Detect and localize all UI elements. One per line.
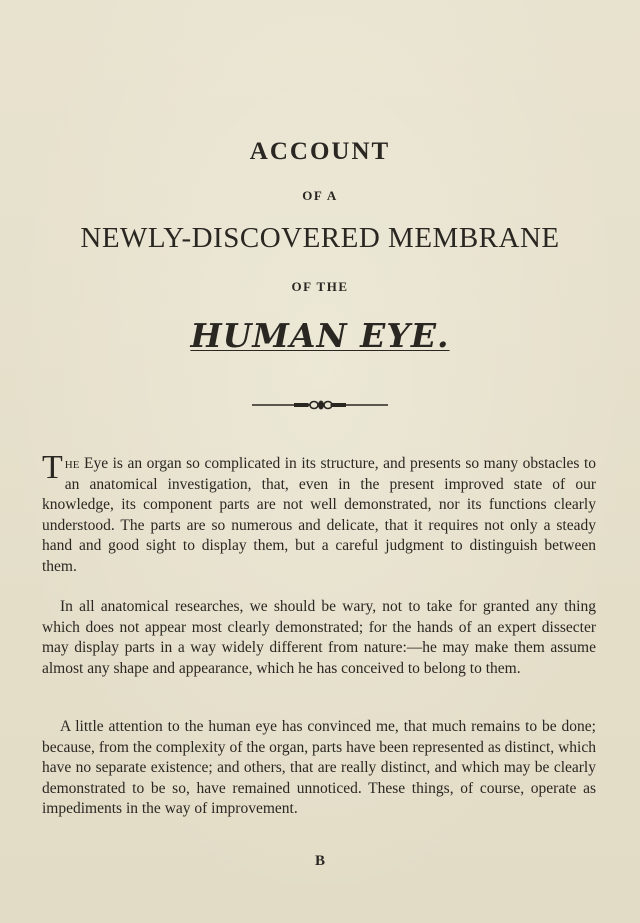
heading-of-the: OF THE [291,279,349,294]
paragraph-2: In all anatomical researches, we should be wary, not to take for granted any thing which does not appear most clearly demonstrated; for the hands of an expert dissecter may display parts in a way widely different from nature:—he may make them assume almost any shape and appearance, which he has conceived to belong to them. [42,598,596,677]
signature-mark: B [314,853,325,869]
paragraph-3: A little attention to the human eye has convinced me, that much remains to be done; because, from the complexity of the organ, parts have been represented as distinct, which have no separate existence; and others, that are really distinct, and which may be clearly demonstrated to be so, have remained unnoticed. These things, of course, operate as impediments in the way of improvement. [42,718,596,817]
heading-of-a: OF A [302,188,338,203]
drop-cap: T [42,449,63,486]
printers-ornament-rule-icon [250,398,390,412]
paragraph-1-smallcaps: he [64,455,80,472]
heading-main-title: NEWLY-DISCOVERED MEMBRANE [80,222,560,254]
heading-subject: HUMAN EYE. [190,316,450,355]
heading-account: ACCOUNT [249,138,391,165]
paragraph-1 [42,449,596,577]
paragraph-1-text: Eye is an organ so complicated in its structure, and presents so many obstacles to an anatomical investigation, that, even in the present improved state of our knowledge, its component parts are not well demonstrated, nor its functions clearly understood. The parts are so numerous and delicate, that it requires not only a steady hand and good sight to display them, but a careful judgment to distinguish between them. [42,455,596,575]
